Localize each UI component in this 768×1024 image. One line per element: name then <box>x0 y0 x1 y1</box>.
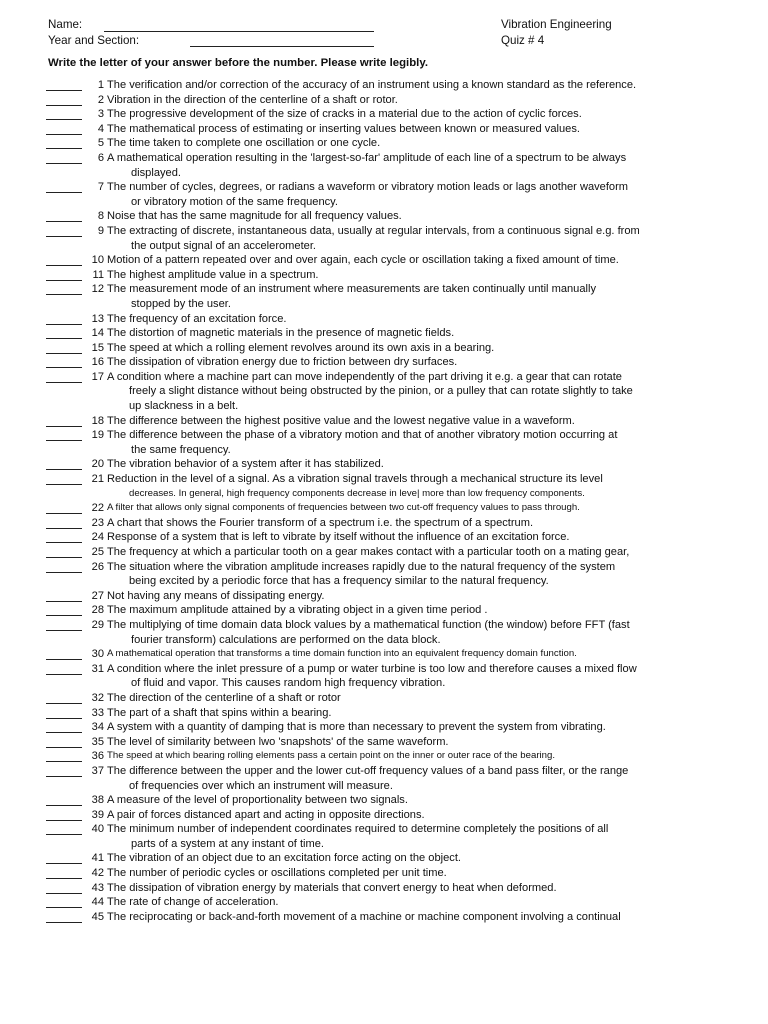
question-text: The direction of the centerline of a shaft or rotor <box>107 691 341 704</box>
question-item <box>46 268 764 283</box>
answer-blank[interactable] <box>46 382 82 383</box>
answer-blank[interactable] <box>46 353 82 354</box>
answer-blank[interactable] <box>46 513 82 514</box>
answer-blank[interactable] <box>46 615 82 616</box>
question-text: The frequency at which a particular tooth on a gear makes contact with a particular tooth on a mating gear, <box>107 546 630 558</box>
question-text: The difference between the phase of a vibratory motion and that of another vibratory motion occurring at <box>107 429 618 442</box>
question-item <box>46 224 764 253</box>
answer-blank[interactable] <box>46 659 82 660</box>
answer-blank[interactable] <box>46 426 82 427</box>
question-number: 34 <box>91 721 104 734</box>
quiz-number: Quiz # 4 <box>501 34 545 47</box>
answer-blank[interactable] <box>46 367 82 368</box>
question-text: The measurement mode of an instrument where measurements are taken continually until manually <box>107 283 596 296</box>
question-item <box>46 560 764 589</box>
question-text: The extracting of discrete, instantaneous data, usually at regular intervals, from a continuous signal e.g. from <box>107 224 640 237</box>
question-item <box>46 312 764 327</box>
question-item <box>46 881 764 896</box>
question-item <box>46 735 764 750</box>
question-item <box>46 662 764 691</box>
answer-blank[interactable] <box>46 761 82 762</box>
name-label: Name: <box>48 18 83 31</box>
question-number: 1 <box>97 79 104 91</box>
question-item <box>46 457 764 472</box>
question-item <box>46 808 764 823</box>
question-item <box>46 618 764 647</box>
answer-blank[interactable] <box>46 863 82 864</box>
question-number: 20 <box>91 458 104 471</box>
question-number: 39 <box>91 808 104 821</box>
question-item <box>46 851 764 866</box>
question-item <box>46 93 764 108</box>
question-text-continued: decreases. In general, high frequency components decrease in leve| more than low frequency components. <box>129 487 585 499</box>
question-text: Reduction in the level of a signal. As a vibration signal travels through a mechanical structure its level <box>107 473 603 486</box>
answer-blank[interactable] <box>46 221 82 222</box>
answer-blank[interactable] <box>46 294 82 295</box>
question-number: 36 <box>91 750 104 763</box>
question-text: Noise that has the same magnitude for all frequency values. <box>107 210 402 223</box>
answer-blank[interactable] <box>46 163 82 164</box>
question-text: A chart that shows the Fourier transform of a spectrum i.e. the spectrum of a spectrum. <box>107 516 534 529</box>
answer-blank[interactable] <box>46 134 82 135</box>
question-text: The vibration behavior of a system after it has stabilized. <box>107 458 384 471</box>
question-item <box>46 530 764 545</box>
question-number: 3 <box>97 108 104 121</box>
question-number: 30 <box>91 648 104 661</box>
answer-blank[interactable] <box>46 878 82 879</box>
question-number: 35 <box>91 735 104 748</box>
question-list <box>46 78 764 924</box>
question-number: 4 <box>97 122 104 135</box>
question-number: 45 <box>91 910 104 923</box>
question-text: The situation where the vibration amplitude increases rapidly due to the natural frequency of the system <box>107 560 616 573</box>
question-item <box>46 355 764 370</box>
question-number: 22 <box>91 502 104 515</box>
question-item <box>46 866 764 881</box>
question-number: 24 <box>91 531 104 544</box>
question-text: The rate of change of acceleration. <box>107 896 279 909</box>
answer-blank[interactable] <box>46 893 82 894</box>
question-text: The mathematical process of estimating or inserting values between known or measured values. <box>107 122 580 135</box>
question-number: 10 <box>91 254 104 267</box>
question-text: A measure of the level of proportionality between two signals. <box>107 794 408 807</box>
question-number: 40 <box>91 823 104 836</box>
question-item <box>46 895 764 910</box>
question-item <box>46 151 764 180</box>
question-text: A system with a quantity of damping that is more than necessary to prevent the system from vibrating. <box>107 721 606 734</box>
question-text: A condition where the inlet pressure of a pump or water turbine is too low and therefore causes a mixed flow <box>107 662 637 675</box>
question-number: 37 <box>91 764 104 777</box>
question-text-continued: parts of a system at any instant of time. <box>131 837 324 850</box>
question-item <box>46 122 764 137</box>
question-text: The dissipation of vibration energy by materials that convert energy to heat when deformed. <box>107 881 557 894</box>
question-text: The number of periodic cycles or oscillations completed per unit time. <box>107 867 447 880</box>
question-number: 7 <box>97 181 104 194</box>
answer-blank[interactable] <box>46 469 82 470</box>
question-number: 6 <box>97 151 104 164</box>
question-item <box>46 341 764 356</box>
question-text: The speed at which bearing rolling elements pass a certain point on the inner or outer race of the bearing. <box>107 750 555 762</box>
answer-blank[interactable] <box>46 484 82 485</box>
answer-blank[interactable] <box>46 105 82 106</box>
question-number: 19 <box>91 429 104 442</box>
answer-blank[interactable] <box>46 732 82 733</box>
question-text: A mathematical operation that transforms a time domain function into an equivalent frequency domain function. <box>107 648 577 660</box>
question-text: A filter that allows only signal components of frequencies between two cut-off frequency values to pass through. <box>107 502 580 514</box>
course-title: Vibration Engineering <box>501 18 612 31</box>
question-text: The number of cycles, degrees, or radians a waveform or vibratory motion leads or lags another waveform <box>107 181 629 194</box>
question-number: 31 <box>91 662 104 675</box>
question-item <box>46 326 764 341</box>
question-text: The part of a shaft that spins within a bearing. <box>107 706 332 719</box>
question-item <box>46 136 764 151</box>
question-text: A pair of forces distanced apart and acting in opposite directions. <box>107 808 425 821</box>
question-number: 2 <box>97 93 104 106</box>
question-item <box>46 209 764 224</box>
question-text: The reciprocating or back-and-forth movement of a machine or machine component involving a continual <box>107 910 621 923</box>
question-number: 43 <box>91 881 104 894</box>
question-number: 9 <box>97 224 104 237</box>
answer-blank[interactable] <box>46 542 82 543</box>
question-text-continued: or vibratory motion of the same frequency. <box>131 195 338 208</box>
question-text: The difference between the upper and the lower cut-off frequency values of a band pass filter, or the range <box>107 764 629 777</box>
answer-blank[interactable] <box>46 907 82 908</box>
question-text: The highest amplitude value in a spectrum. <box>107 268 319 281</box>
question-number: 27 <box>91 589 104 602</box>
question-number: 14 <box>91 327 104 340</box>
question-number: 5 <box>97 137 104 150</box>
question-text: The time taken to complete one oscillation or one cycle. <box>107 137 381 150</box>
question-number: 29 <box>91 618 104 631</box>
question-item <box>46 180 764 209</box>
question-text-continued: displayed. <box>131 166 181 179</box>
answer-blank[interactable] <box>46 674 82 675</box>
answer-blank[interactable] <box>46 324 82 325</box>
question-text: The minimum number of independent coordinates required to determine completely the positions of all <box>107 823 609 836</box>
question-text-continued: the same frequency. <box>131 443 231 456</box>
question-number: 26 <box>91 560 104 573</box>
question-text-continued: the output signal of an accelerometer. <box>131 239 317 252</box>
question-text: The frequency of an excitation force. <box>107 312 287 325</box>
question-text: Vibration in the direction of the centerline of a shaft or rotor. <box>107 93 398 106</box>
answer-blank[interactable] <box>46 776 82 777</box>
question-text-continued: of fluid and vapor. This causes random high frequency vibration. <box>131 677 446 690</box>
question-number: 17 <box>91 370 104 383</box>
answer-blank[interactable] <box>46 119 82 120</box>
question-item <box>46 107 764 122</box>
question-item <box>46 764 764 793</box>
question-item <box>46 282 764 311</box>
question-number: 28 <box>91 604 104 617</box>
answer-blank[interactable] <box>46 192 82 193</box>
answer-blank[interactable] <box>46 280 82 281</box>
question-text: The speed at which a rolling element revolves around its own axis in a bearing. <box>107 341 495 354</box>
answer-blank[interactable] <box>46 834 82 835</box>
answer-blank[interactable] <box>46 630 82 631</box>
question-number: 18 <box>91 414 104 427</box>
question-number: 11 <box>92 268 104 281</box>
answer-blank[interactable] <box>46 148 82 149</box>
question-text-continued: freely a slight distance without being obstructed by the pinion, or a pulley that can rotate slightly to take <box>129 385 633 398</box>
question-number: 13 <box>91 312 104 325</box>
answer-blank[interactable] <box>46 601 82 602</box>
answer-blank[interactable] <box>46 572 82 573</box>
question-item <box>46 78 764 93</box>
question-text-continued: fourier transform) calculations are performed on the data block. <box>131 633 441 646</box>
question-text: A condition where a machine part can move independently of the part driving it e.g. a gear that can rotate <box>107 370 622 383</box>
name-field[interactable] <box>104 31 374 32</box>
question-item <box>46 706 764 721</box>
answer-blank[interactable] <box>46 440 82 441</box>
question-item <box>46 501 764 516</box>
question-text: The vibration of an object due to an excitation force acting on the object. <box>107 852 461 865</box>
question-text-continued: being excited by a periodic force that has a frequency similar to the natural frequency. <box>129 575 549 588</box>
question-item <box>46 370 764 414</box>
question-number: 15 <box>91 341 104 354</box>
question-item <box>46 516 764 531</box>
question-item <box>46 910 764 925</box>
question-item <box>46 603 764 618</box>
answer-blank[interactable] <box>46 703 82 704</box>
question-item <box>46 793 764 808</box>
answer-blank[interactable] <box>46 805 82 806</box>
answer-blank[interactable] <box>46 338 82 339</box>
question-number: 25 <box>91 546 104 558</box>
question-item <box>46 545 764 560</box>
answer-blank[interactable] <box>46 236 82 237</box>
question-item <box>46 647 764 662</box>
question-text-continued: up slackness in a belt. <box>129 400 239 413</box>
answer-blank[interactable] <box>46 747 82 748</box>
question-number: 23 <box>91 516 104 529</box>
question-item <box>46 749 764 764</box>
question-text: Motion of a pattern repeated over and over again, each cycle or oscillation taking a fixed amount of time. <box>107 254 619 267</box>
question-item <box>46 472 764 501</box>
question-item <box>46 428 764 457</box>
question-number: 42 <box>91 867 104 880</box>
question-item <box>46 691 764 706</box>
answer-blank[interactable] <box>46 557 82 558</box>
question-number: 38 <box>91 794 104 807</box>
answer-blank[interactable] <box>46 820 82 821</box>
question-number: 44 <box>91 896 104 909</box>
question-number: 8 <box>97 210 104 223</box>
question-text: The distortion of magnetic materials in the presence of magnetic fields. <box>107 327 455 340</box>
question-text: The difference between the highest positive value and the lowest negative value in a waveform. <box>107 414 575 427</box>
question-item <box>46 589 764 604</box>
answer-blank[interactable] <box>46 718 82 719</box>
question-item <box>46 720 764 735</box>
year-section-field[interactable] <box>190 46 374 47</box>
answer-blank[interactable] <box>46 265 82 266</box>
instructions: Write the letter of your answer before the number. Please write legibly. <box>48 57 428 69</box>
question-text: The progressive development of the size of cracks in a material due to the action of cyclic forces. <box>107 108 582 121</box>
question-text: The level of similarity between lwo 'snapshots' of the same waveform. <box>107 735 449 748</box>
question-text: A mathematical operation resulting in the 'largest-so-far' amplitude of each line of a spectrum to be always <box>107 151 627 164</box>
question-item <box>46 253 764 268</box>
question-number: 32 <box>91 691 104 704</box>
question-text: The maximum amplitude attained by a vibrating object in a given time period . <box>107 604 488 617</box>
question-number: 33 <box>91 706 104 719</box>
question-text: Response of a system that is left to vibrate by itself without the influence of an excitation force. <box>107 531 570 544</box>
answer-blank[interactable] <box>46 90 82 91</box>
question-number: 21 <box>91 473 104 486</box>
year-section-label: Year and Section: <box>48 34 140 47</box>
answer-blank[interactable] <box>46 528 82 529</box>
question-text: The dissipation of vibration energy due to friction between dry surfaces. <box>107 356 458 369</box>
question-text: The verification and/or correction of the accuracy of an instrument using a known standard as the reference. <box>107 79 637 91</box>
question-number: 16 <box>91 356 104 369</box>
question-number: 12 <box>91 283 104 296</box>
question-text: Not having any means of dissipating energy. <box>107 589 325 602</box>
question-number: 41 <box>91 852 104 865</box>
question-text-continued: of frequencies over which an instrument will measure. <box>129 779 393 792</box>
question-text: The multiplying of time domain data block values by a mathematical function (the window) before FFT (fast <box>107 618 630 631</box>
answer-blank[interactable] <box>46 922 82 923</box>
question-text-continued: stopped by the user. <box>131 297 231 310</box>
question-item <box>46 822 764 851</box>
question-item <box>46 414 764 429</box>
